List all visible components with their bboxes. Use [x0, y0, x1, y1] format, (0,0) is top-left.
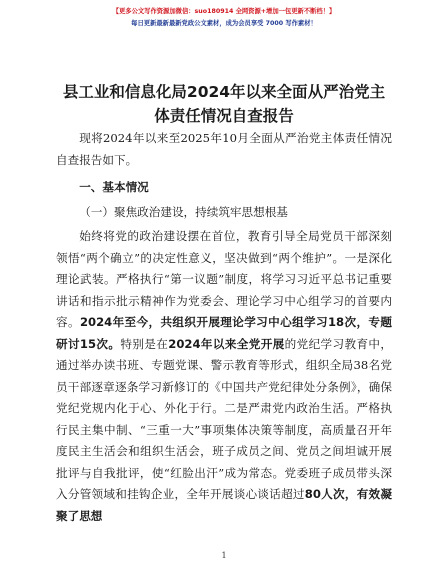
document-body: [56, 128, 392, 527]
paragraph-text-3: 的党纪学习教育中，通过举办读书班、专题党课、警示教育等形式，组织全局38名党员干部逐章逐条学习新修订的《中国共产党纪律处分条例》，确保党纪党规内化于心、外化于行。二是严肃党内政治生活。严格执行民主集中制、“三重一大”事项集体决策等制度，高质量召开年度民主生活会和组织生活会，班子成员之间、党员之间坦诚开展批评与自我批评，使“红脸出汗”成为常态。党委班子成员带头深入分管领域和挂钩企业，全年开展谈心谈话超过: [56, 336, 392, 501]
promo-banner-line-1: 【更多公文写作资源加微信：suo180914 全网资源+增加一包更新不断档！】: [112, 8, 336, 15]
body-paragraph: [56, 226, 392, 527]
intro-paragraph: 现将2024年以来至2025年10月全面从严治党主体责任情况自查报告如下。: [56, 131, 392, 167]
paragraph-text-1: 始终将党的政治建设摆在首位，教育引导全局党员干部深刻领悟“两个确立”的决定性意义，坚决做到“两个维护”。一是深化理论武装。严格执行“第一议题”制度，将学习习近平总书记重要讲话和指示批示精神作为党委会、理论学习中心组学习的首要内容。: [56, 229, 392, 329]
section-heading-basic-situation: 一、基本情况: [79, 180, 149, 194]
paragraph-bold-3: 80人次，有效凝聚了思想: [56, 487, 392, 523]
document-title: [50, 80, 398, 128]
paragraph-bold-1: 2024年至今，共组织开展理论学习中心组学习18次，专题研讨15次。: [56, 315, 392, 351]
document-title-line-1: 县工业和信息化局2024年以来全面从严治党主: [62, 83, 386, 101]
page-number: 1: [221, 551, 227, 560]
subsection-heading-political-building: （一）聚焦政治建设，持续筑牢思想根基: [79, 204, 288, 219]
paragraph-bold-2: 2024年以来全党开展: [168, 336, 285, 351]
promo-banner-line-2: 每日更新最新最新党政公文素材，成为会员享受 7000 写作素材！: [131, 20, 317, 27]
promo-banner: [0, 6, 448, 30]
document-title-line-2: 体责任情况自查报告: [154, 107, 294, 125]
paragraph-text-2: 特别是在: [120, 336, 169, 351]
